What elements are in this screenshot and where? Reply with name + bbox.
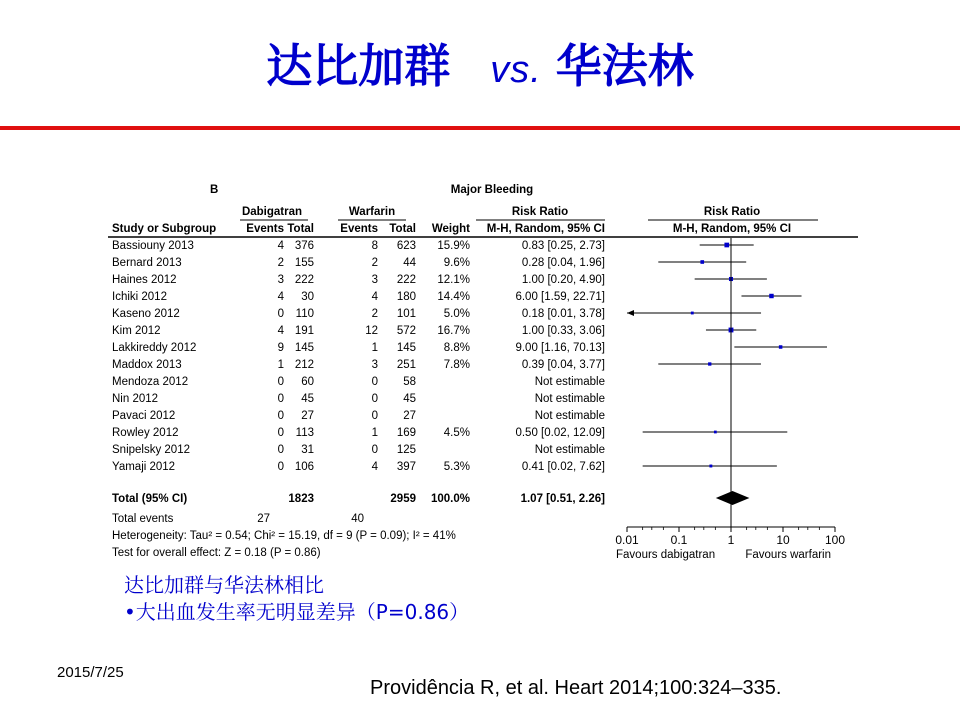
total-warfarin: 27 [403, 410, 416, 422]
x-tick-label: 100 [824, 533, 846, 547]
study-name: Pavaci 2012 [112, 410, 176, 422]
study-rr-ci: 0.28 [0.04, 1.96] [521, 257, 605, 269]
effect-point [691, 312, 694, 315]
total-warfarin: 251 [396, 359, 416, 371]
group1-label: Dabigatran [241, 206, 303, 218]
total-warfarin: 572 [396, 325, 416, 337]
total-label: Total (95% CI) [112, 493, 188, 505]
total-warfarin: 125 [396, 444, 416, 456]
col-events-2: Events [340, 223, 378, 235]
total-dabigatran: 27 [301, 410, 314, 422]
effect-point [779, 345, 782, 348]
total-warfarin: 45 [403, 393, 416, 405]
events-dabigatran: 4 [277, 325, 284, 337]
total-events-warfarin: 40 [351, 513, 364, 525]
events-warfarin: 4 [371, 291, 378, 303]
total-dabigatran: 31 [301, 444, 314, 456]
col-total-2: Total [389, 223, 416, 235]
slide-title [0, 30, 960, 96]
x-tick-label: 1 [727, 533, 735, 547]
study-name: Bassiouny 2013 [112, 240, 194, 252]
pooled-diamond [716, 491, 750, 505]
events-warfarin: 0 [371, 376, 378, 388]
study-rr-ci: Not estimable [534, 444, 605, 456]
x-tick-label: 0.01 [615, 533, 639, 547]
total-dabigatran: 155 [294, 257, 314, 269]
total-warfarin: 169 [396, 427, 416, 439]
events-warfarin: 2 [371, 308, 378, 320]
total-dabigatran: 191 [294, 325, 314, 337]
effect-point [709, 465, 712, 468]
total-dabigatran: 106 [294, 461, 314, 473]
title-warfarin: 华法林 [555, 39, 694, 93]
total-warfarin: 623 [396, 240, 416, 252]
study-name: Kim 2012 [112, 325, 161, 337]
total-warfarin: 397 [396, 461, 416, 473]
effect-point [714, 431, 717, 434]
events-dabigatran: 4 [277, 240, 284, 252]
title-dabigatran: 达比加群 [266, 39, 451, 93]
study-rr-ci: 0.50 [0.02, 12.09] [515, 427, 605, 439]
total-dabigatran: 376 [294, 240, 314, 252]
forest-plot [100, 178, 870, 568]
events-dabigatran: 0 [277, 308, 284, 320]
total-dabigatran: 110 [295, 308, 314, 320]
events-dabigatran: 0 [277, 427, 284, 439]
conclusion-line-2: •大出血发生率无明显差异（P=0.86） [124, 600, 470, 624]
study-rr-ci: 1.00 [0.33, 3.06] [521, 325, 605, 337]
events-warfarin: 8 [371, 240, 378, 252]
effect-point [724, 243, 729, 248]
total-n-dabigatran: 1823 [288, 493, 314, 505]
total-warfarin: 44 [403, 257, 416, 269]
events-dabigatran: 0 [277, 410, 284, 422]
study-rr-ci: 0.39 [0.04, 3.77] [521, 359, 605, 371]
total-warfarin: 222 [396, 274, 416, 286]
col-total-1: Total [287, 223, 314, 235]
study-name: Nin 2012 [112, 393, 159, 405]
study-name: Bernard 2013 [112, 257, 182, 269]
col-events-1: Events [246, 223, 284, 235]
study-weight: 7.8% [443, 359, 470, 371]
col-weight: Weight [431, 223, 470, 235]
total-warfarin: 145 [396, 342, 416, 354]
study-name: Mendoza 2012 [112, 376, 189, 388]
study-weight: 5.0% [443, 308, 470, 320]
total-events-label: Total events [112, 513, 174, 525]
total-dabigatran: 60 [301, 376, 314, 388]
study-rr-ci: 1.00 [0.20, 4.90] [521, 274, 605, 286]
study-name: Haines 2012 [112, 274, 177, 286]
forest-plot-svg [100, 178, 870, 568]
study-rr-ci: 0.18 [0.01, 3.78] [521, 308, 605, 320]
citation: Providência R, et al. Heart 2014;100:324–335. [370, 677, 782, 699]
panel-label: B [210, 184, 219, 196]
events-dabigatran: 0 [277, 461, 284, 473]
total-dabigatran: 222 [294, 274, 314, 286]
total-dabigatran: 145 [294, 342, 314, 354]
events-dabigatran: 0 [277, 444, 284, 456]
favours-left-label: Favours dabigatran [616, 549, 716, 561]
study-weight: 16.7% [437, 325, 470, 337]
study-rr-ci: Not estimable [534, 376, 605, 388]
total-n-warfarin: 2959 [390, 493, 416, 505]
rr-title-table: Risk Ratio [511, 206, 569, 218]
study-weight: 8.8% [443, 342, 470, 354]
overall-effect-text: Test for overall effect: Z = 0.18 (P = 0.86) [112, 547, 321, 559]
total-warfarin: 101 [396, 308, 416, 320]
effect-point [769, 294, 773, 298]
total-dabigatran: 45 [301, 393, 314, 405]
study-rr-ci: 6.00 [1.59, 22.71] [515, 291, 605, 303]
heterogeneity-text: Heterogeneity: Tau² = 0.54; Chi² = 15.19, df = 9 (P = 0.09); I² = 41% [112, 530, 456, 542]
events-warfarin: 3 [371, 274, 378, 286]
conclusion-line-1: 达比加群与华法林相比 [124, 573, 324, 597]
study-weight: 4.5% [443, 427, 470, 439]
study-weight: 15.9% [437, 240, 470, 252]
total-dabigatran: 212 [294, 359, 314, 371]
events-warfarin: 1 [371, 342, 378, 354]
title-divider [0, 126, 960, 130]
study-rr-ci: 0.83 [0.25, 2.73] [521, 240, 605, 252]
events-dabigatran: 1 [277, 359, 284, 371]
ci-arrow-left [627, 310, 634, 316]
events-dabigatran: 0 [277, 376, 284, 388]
total-dabigatran: 113 [295, 427, 314, 439]
group2-label: Warfarin [348, 206, 396, 218]
study-name: Snipelsky 2012 [112, 444, 190, 456]
col-rr-method: M-H, Random, 95% CI [486, 223, 605, 235]
events-dabigatran: 4 [277, 291, 284, 303]
study-rr-ci: 9.00 [1.16, 70.13] [515, 342, 605, 354]
events-warfarin: 0 [371, 393, 378, 405]
total-rr-ci: 1.07 [0.51, 2.26] [520, 493, 605, 505]
study-weight: 14.4% [437, 291, 470, 303]
favours-right-label: Favours warfarin [745, 549, 831, 561]
events-warfarin: 0 [371, 410, 378, 422]
events-dabigatran: 2 [277, 257, 284, 269]
events-dabigatran: 3 [277, 274, 284, 286]
x-tick-label: 10 [776, 533, 790, 547]
events-dabigatran: 0 [277, 393, 284, 405]
x-tick-label: 0.1 [670, 533, 688, 547]
chart-title: Major Bleeding [450, 184, 534, 196]
effect-point [700, 260, 704, 264]
col-study: Study or Subgroup [112, 223, 217, 235]
study-name: Ichiki 2012 [112, 291, 167, 303]
events-warfarin: 1 [371, 427, 378, 439]
study-rr-ci: Not estimable [534, 393, 605, 405]
study-name: Maddox 2013 [112, 359, 182, 371]
slide-date: 2015/7/25 [57, 664, 124, 681]
conclusion [124, 572, 469, 626]
rr-title-plot: Risk Ratio [703, 206, 761, 218]
events-warfarin: 3 [371, 359, 378, 371]
study-weight: 5.3% [443, 461, 470, 473]
total-events-dabigatran: 27 [257, 513, 270, 525]
title-vs: vs. [490, 49, 542, 91]
study-name: Kaseno 2012 [112, 308, 180, 320]
study-rr-ci: Not estimable [534, 410, 605, 422]
events-warfarin: 2 [371, 257, 378, 269]
total-warfarin: 180 [396, 291, 416, 303]
plot-rr-method: M-H, Random, 95% CI [672, 223, 792, 235]
events-dabigatran: 9 [277, 342, 284, 354]
study-name: Yamaji 2012 [112, 461, 176, 473]
study-rr-ci: 0.41 [0.02, 7.62] [521, 461, 605, 473]
events-warfarin: 4 [371, 461, 378, 473]
study-name: Rowley 2012 [112, 427, 179, 439]
study-weight: 9.6% [443, 257, 470, 269]
study-weight: 12.1% [437, 274, 470, 286]
events-warfarin: 0 [371, 444, 378, 456]
total-warfarin: 58 [403, 376, 416, 388]
events-warfarin: 12 [365, 325, 378, 337]
total-dabigatran: 30 [301, 291, 314, 303]
study-name: Lakkireddy 2012 [112, 342, 197, 354]
effect-point [708, 362, 711, 365]
total-weight: 100.0% [430, 493, 470, 505]
